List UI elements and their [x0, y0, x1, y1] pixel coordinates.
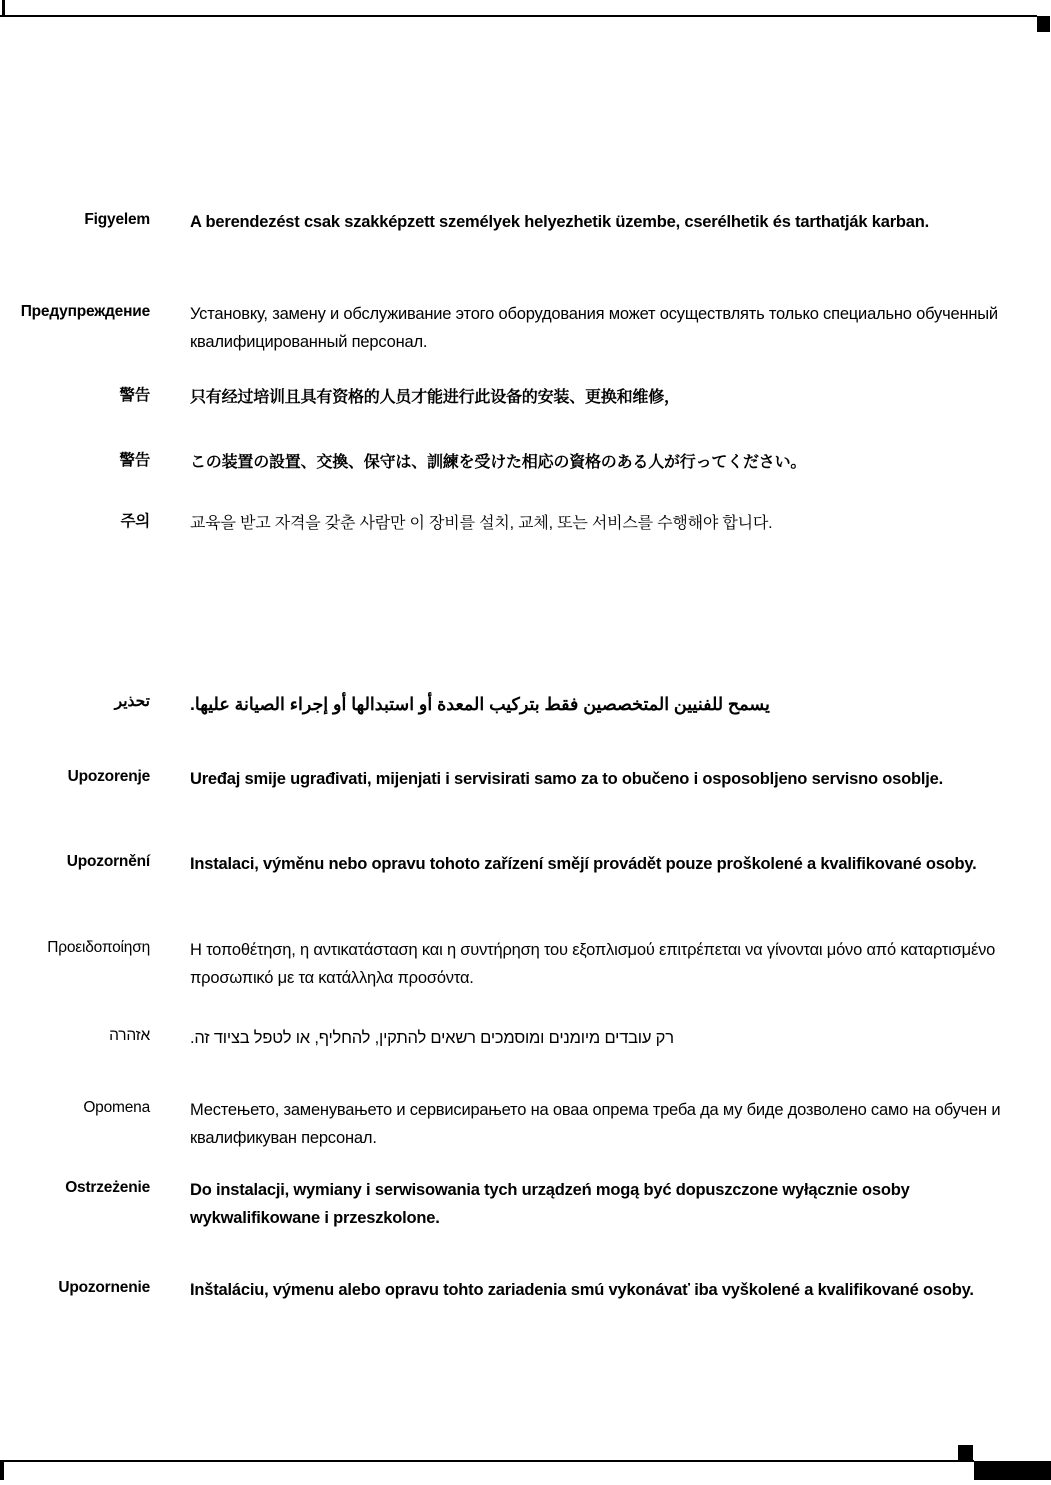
- warning-text: Местењето, заменувањето и сервисирањето на оваа опрема треба да му биде дозволено само на обучен и квалификуван персонал.: [190, 1101, 1001, 1147]
- warning-label: Opomena: [83, 1099, 150, 1116]
- warning-label: אזהרה: [109, 1027, 150, 1044]
- warning-text: Η τοποθέτηση, η αντικατάσταση και η συντήρηση του εξοπλισμού επιτρέπεται να γίνονται μόνο από καταρτισμένο προσωπικό με τα κατάλληλα προσόντα.: [190, 941, 996, 987]
- warning-label: Figyelem: [84, 211, 150, 228]
- warning-text: この装置の設置、交換、保守は、訓練を受けた相応の資格のある人が行ってください。: [190, 454, 807, 471]
- warning-text: Установку, замену и обслуживание этого оборудования может осуществлять только специально обученный квалифицированный персонал.: [190, 305, 998, 351]
- footer-square-marker: [958, 1445, 973, 1461]
- warning-label: Предупреждение: [20, 303, 150, 320]
- warning-label: تحذير: [114, 693, 150, 710]
- footer-rule: [0, 1460, 974, 1462]
- warning-label: Ostrzeżenie: [65, 1179, 150, 1196]
- warning-label: 警告: [119, 452, 150, 469]
- warning-label: Προειδοποίηση: [47, 939, 150, 956]
- top-right-corner-square: [1037, 16, 1050, 32]
- warning-label: 警告: [119, 387, 150, 404]
- warning-label: Upozornenie: [58, 1279, 150, 1296]
- warning-label: 주의: [120, 513, 150, 530]
- warning-label: Upozorenje: [67, 768, 150, 785]
- warning-text: Do instalacji, wymiany i serwisowania tych urządzeń mogą być dopuszczone wyłącznie osoby wykwalifikowane i przeszkolone.: [190, 1181, 910, 1227]
- warning-text: 교육을 받고 자격을 갖춘 사람만 이 장비를 설치, 교체, 또는 서비스를 수행해야 합니다.: [190, 515, 773, 532]
- warning-text: يسمح للفنيين المتخصصين فقط بتركيب المعدة أو استبدالها أو إجراء الصيانة عليها.: [190, 694, 770, 714]
- warning-text: Uređaj smije ugrađivati, mijenjati i servisirati samo za to obučeno i osposobljeno servisno osoblje.: [190, 770, 943, 788]
- bottom-left-crop-mark: [0, 1462, 4, 1480]
- top-rule: [0, 15, 1037, 17]
- warning-text: רק עובדים מיומנים ומוסמכים רשאים להתקין, להחליף, או לטפל בציוד זה.: [190, 1029, 674, 1047]
- warning-text: Inštaláciu, výmenu alebo opravu tohto zariadenia smú vykonávať iba vyškolené a kvalifikované osoby.: [190, 1281, 974, 1299]
- warning-label: Upozornění: [66, 853, 150, 870]
- footer-right-tab: [974, 1461, 1051, 1480]
- warning-text: 只有经过培训且具有资格的人员才能进行此设备的安装、更换和维修，: [190, 389, 680, 406]
- warning-text: A berendezést csak szakképzett személyek helyezhetik üzembe, cserélhetik és tarthatják karban.: [190, 213, 930, 231]
- warning-text: Instalaci, výměnu nebo opravu tohoto zařízení smějí provádět pouze proškolené a kvalifikované osoby.: [190, 855, 977, 873]
